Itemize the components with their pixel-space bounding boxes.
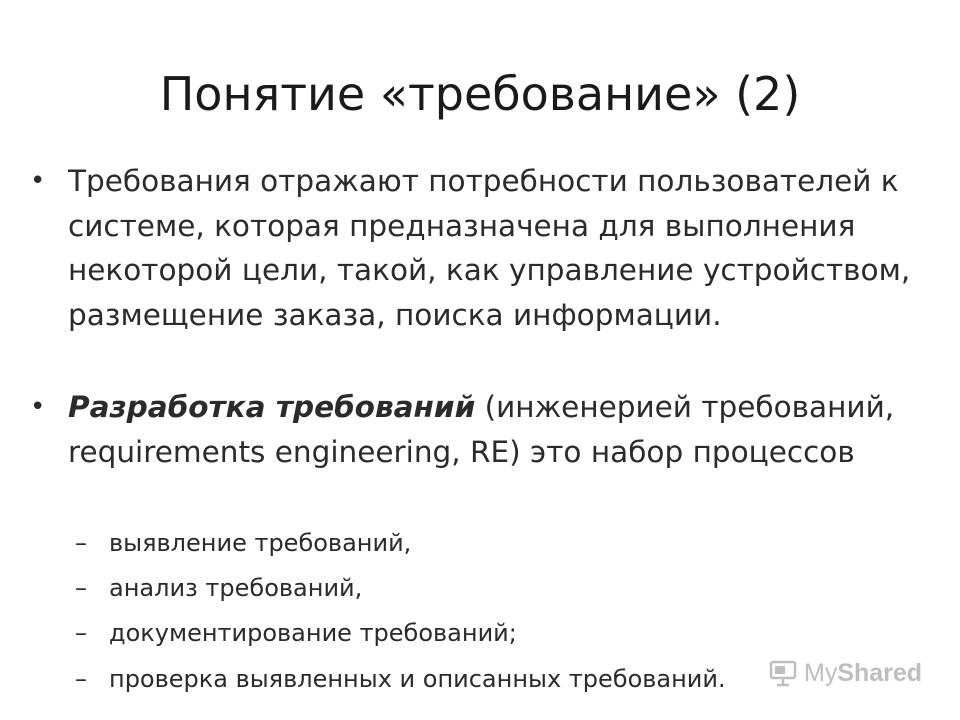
- sub-dash: –: [75, 574, 87, 602]
- slide-title: Понятие «требование» (2): [159, 67, 801, 121]
- presentation-icon: [768, 658, 798, 688]
- sub-list-item: [75, 662, 726, 696]
- sub-list-item: [75, 571, 362, 605]
- sub-list-item: [75, 616, 517, 650]
- sub-list-text: анализ требований,: [109, 574, 363, 602]
- watermark-brand: Shared: [837, 658, 923, 687]
- bullet-marker: •: [30, 392, 46, 422]
- bullet-text: (инженерией требований, requirements engineering, RE) это набор процессов: [68, 390, 895, 469]
- bullet-item: [30, 159, 928, 337]
- sub-list-text: документирование требований;: [109, 619, 517, 647]
- sub-dash: –: [75, 619, 87, 647]
- sub-list-text: выявление требований,: [109, 529, 412, 557]
- watermark: [768, 655, 922, 691]
- sub-dash: –: [75, 665, 87, 693]
- bullet-item: [30, 385, 928, 474]
- bullet-term: Разработка требований: [68, 390, 476, 424]
- sub-list-item: [75, 526, 411, 560]
- bullet-text: Требования отражают потребности пользователей к системе, которая предназначена для выполнения некоторой цели, такой, как управление устройством, размещение заказа, поиска информации.: [68, 164, 911, 332]
- watermark-prefix: My: [804, 658, 838, 687]
- sub-dash: –: [75, 529, 87, 557]
- sub-list-text: проверка выявленных и описанных требований.: [109, 665, 726, 693]
- bullet-marker: •: [30, 166, 46, 196]
